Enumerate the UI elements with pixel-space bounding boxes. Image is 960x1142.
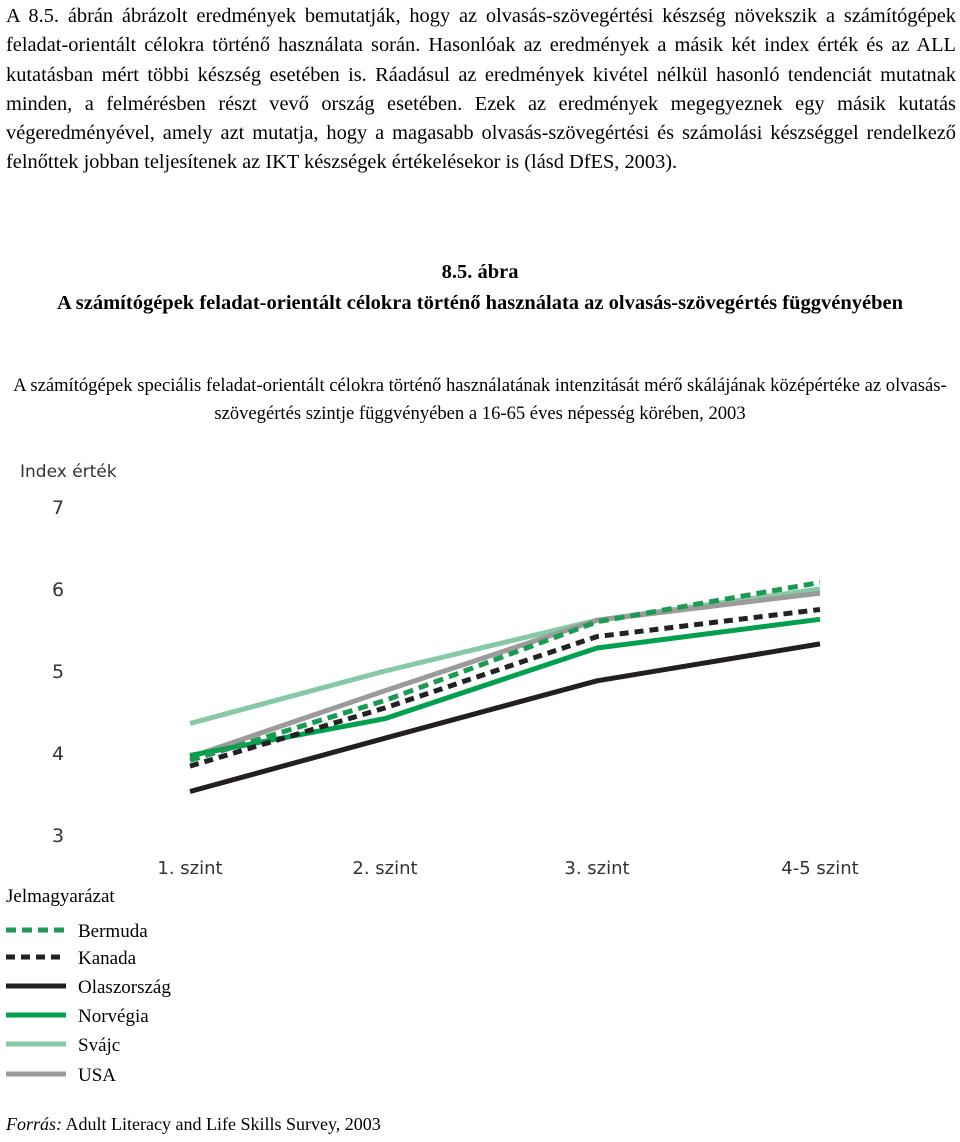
source-text: Adult Literacy and Life Skills Survey, 2003	[62, 1114, 381, 1134]
figure-number: 8.5. ábra	[441, 261, 519, 283]
source-label: Forrás:	[6, 1114, 63, 1134]
figure-title: A számítógépek feladat-orientált célokra történő használata az olvasás-szövegértés függvényében	[56, 292, 904, 314]
legend-label: Svájc	[78, 1035, 121, 1056]
y-tick-label: 4	[52, 743, 65, 765]
x-tick-label: 4-5 szint	[781, 858, 859, 879]
legend-swatch	[4, 979, 68, 993]
y-tick-label: 3	[52, 825, 65, 847]
legend-item-olaszország	[0, 975, 300, 1003]
legend-swatch	[4, 1037, 68, 1051]
legend-label: Olaszország	[78, 977, 171, 998]
y-tick-label: 6	[52, 579, 65, 601]
legend-label: Kanada	[78, 948, 137, 969]
body-paragraph: A 8.5. ábrán ábrázolt eredmények bemutatják, hogy az olvasás-szövegértési készség növekszik a számítógépek feladat-orientált célokra történő használata során. Hasonlóak az eredmények a másik két index érték és az ALL kutatásban mért többi készség esetében is. Ráadásul az eredmények kivétel nélkül hasonló tendenciát mutatnak minden, a felmérésben részt vevő ország esetében. Ezek az eredmények megegyeznek egy másik kutatás végeredményével, amely azt mutatja, hogy a magasabb olvasás-szövegértési és számolási készséggel rendelkező felnőttek jobban teljesítenek az IKT készségek értékelésekor is (lásd DfES, 2003).	[6, 5, 956, 174]
line-chart	[0, 450, 960, 890]
y-tick-label: 7	[52, 497, 65, 519]
y-tick-label: 5	[52, 661, 65, 683]
legend-item-svájc	[0, 1033, 300, 1061]
legend-swatch	[4, 1008, 68, 1022]
x-tick-label: 2. szint	[352, 858, 418, 879]
series-line-bermuda	[190, 582, 820, 760]
figure-subtitle: A számítógépek speciális feladat-orientált célokra történő használatának intenzitását mérő skálájának középértéke az olvasás-szövegértés szintje függvényében a 16-65 éves népesség körében, 2003	[13, 375, 947, 424]
legend-swatch	[4, 950, 68, 964]
legend-label: Bermuda	[78, 921, 148, 942]
legend-item-usa	[0, 1063, 300, 1091]
legend-label: USA	[78, 1065, 117, 1086]
x-tick-label: 3. szint	[564, 858, 630, 879]
legend-item-bermuda	[0, 919, 300, 947]
legend-swatch	[4, 1067, 68, 1081]
legend-item-kanada	[0, 946, 300, 974]
source-note	[6, 1114, 381, 1135]
x-tick-label: 1. szint	[157, 858, 223, 879]
legend-swatch	[4, 923, 68, 937]
legend-label: Norvégia	[78, 1006, 149, 1027]
legend-item-norvégia	[0, 1004, 300, 1032]
legend-title: Jelmagyarázat	[6, 886, 115, 907]
y-axis-label: Index érték	[20, 462, 117, 482]
